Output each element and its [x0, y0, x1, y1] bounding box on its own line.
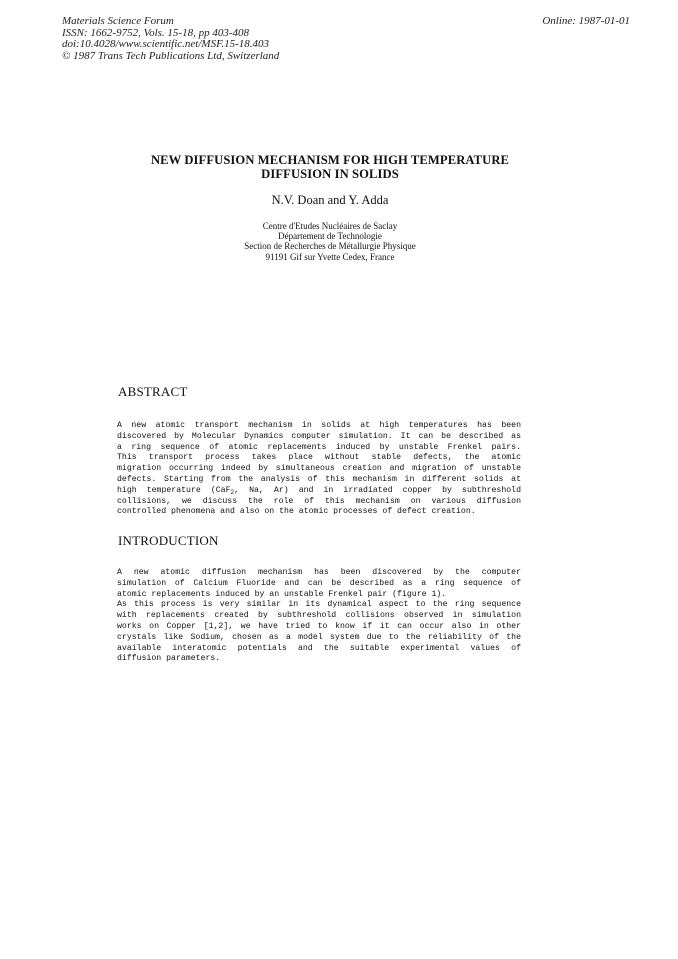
- abstract-line-part: high temperature (CaF: [117, 485, 231, 495]
- abstract-heading: ABSTRACT: [118, 384, 188, 399]
- abstract-line: A new atomic transport mechanism in solids at high temperatures has been: [117, 421, 521, 430]
- issn-line: ISSN: 1662-9752, Vols. 15-18, pp 403-408: [62, 26, 249, 39]
- abstract-line: migration occurring indeed by simultaneous creation and migration of unstable: [117, 464, 521, 474]
- title-line-1: NEW DIFFUSION MECHANISM FOR HIGH TEMPERATURE: [150, 153, 510, 167]
- abstract-line: controlled phenomena and also on the atomic processes of defect creation.: [117, 507, 476, 517]
- journal-header: [62, 16, 279, 62]
- affiliation-line: Département de Technologie: [278, 231, 382, 242]
- intro-line: diffusion parameters.: [117, 654, 221, 664]
- intro-line: available interatomic potentials and the suitable experimental values of: [117, 643, 521, 653]
- intro-line: crystals like Sodium, chosen as a model system due to the reliability of the: [117, 632, 521, 642]
- authors: N.V. Doan and Y. Adda: [271, 193, 389, 207]
- abstract-line: defects. Starting from the analysis of this mechanism in different solids at: [117, 474, 521, 484]
- paper-title: [120, 153, 540, 181]
- introduction-body: [117, 568, 521, 665]
- intro-line: atomic replacements induced by an unstable Frenkel pair (figure 1).: [117, 589, 447, 599]
- abstract-line: discovered by Molecular Dynamics computer simulation. It can be described as: [117, 431, 521, 441]
- abstract-line: This transport process takes place without stable defects, the atomic: [117, 453, 521, 463]
- title-line-2: DIFFUSION IN SOLIDS: [261, 167, 399, 181]
- affiliation: [120, 221, 540, 262]
- intro-line: As this process is very similar in its dynamical aspect to the ring sequence: [117, 600, 521, 610]
- subscript: 2: [230, 488, 235, 496]
- intro-line: works on Copper [1,2], we have tried to know if it can occur also in other: [117, 621, 521, 631]
- affiliation-line: Section de Recherches de Métallurgie Physique: [244, 241, 416, 252]
- doi-line: doi:10.4028/www.scientific.net/MSF.15-18.403: [62, 38, 270, 50]
- introduction-heading: INTRODUCTION: [118, 533, 219, 548]
- copyright-line: © 1987 Trans Tech Publications Ltd, Switzerland: [62, 49, 280, 62]
- abstract-line: collisions, we discuss the role of this mechanism on various diffusion: [117, 496, 521, 506]
- intro-line: simulation of Calcium Fluoride and can be described as a ring sequence of: [117, 578, 521, 588]
- affiliation-line: Centre d'Etudes Nucléaires de Saclay: [262, 221, 398, 231]
- affiliation-line: 91191 Gif sur Yvette Cedex, France: [265, 251, 395, 262]
- journal-name: Materials Science Forum: [62, 15, 174, 27]
- abstract-line-part: , Na, Ar) and in irradiated copper by subthreshold: [234, 485, 521, 495]
- intro-line: A new atomic diffusion mechanism has been discovered by the computer: [117, 568, 521, 577]
- abstract-line: [117, 486, 521, 497]
- intro-line: with replacements created by subthreshold collisions observed in simulation: [117, 611, 521, 621]
- abstract-body: [117, 421, 521, 518]
- online-date: Online: 1987-01-01: [542, 15, 630, 27]
- abstract-line: a ring sequence of atomic replacements induced by unstable Frenkel pairs.: [117, 442, 521, 452]
